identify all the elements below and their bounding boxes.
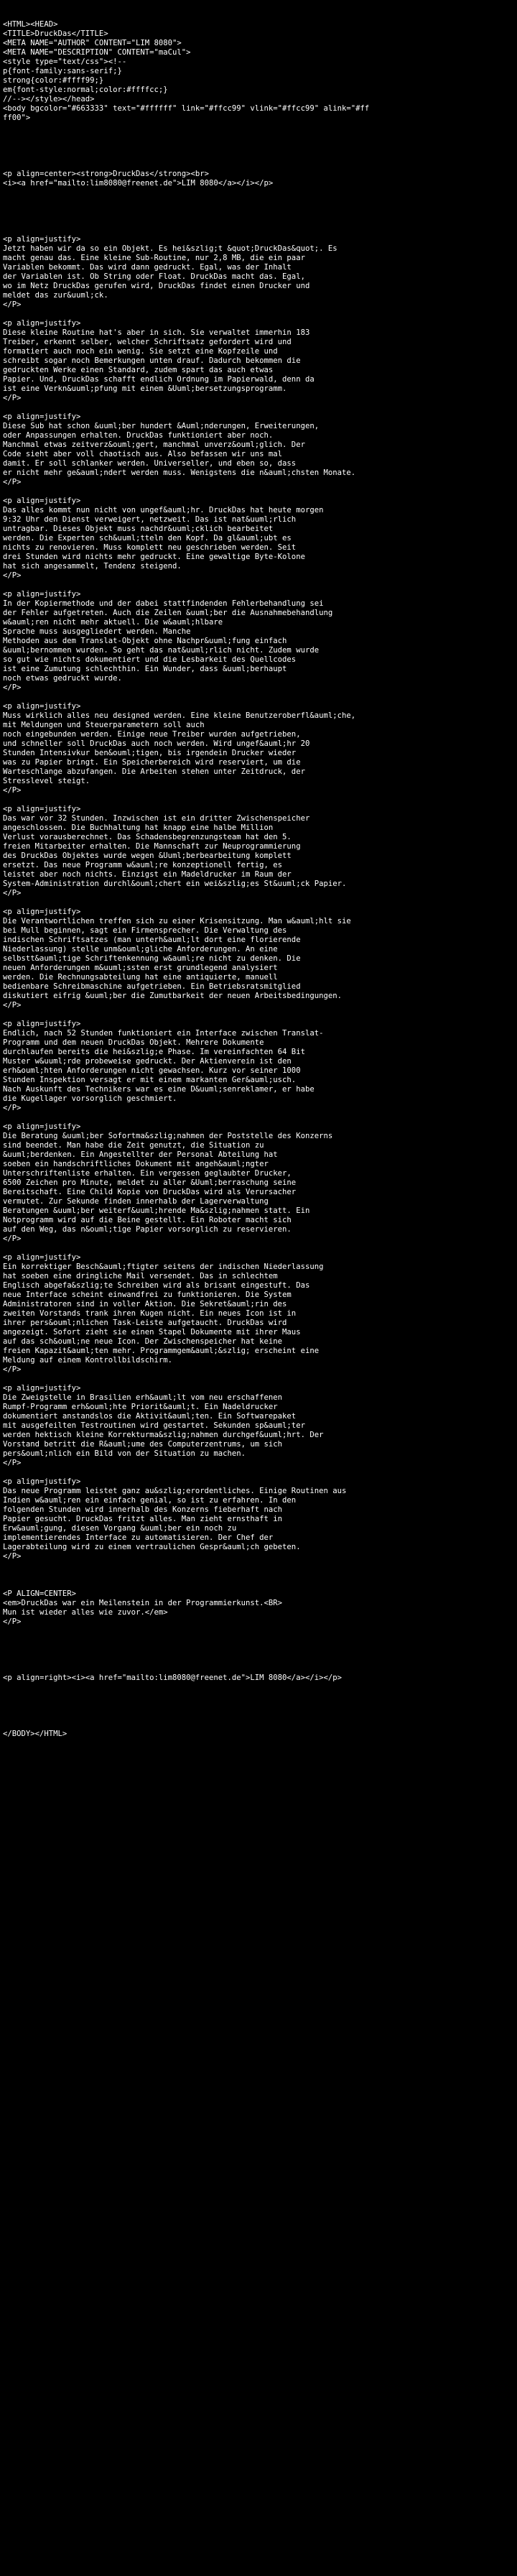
code-line: damit. Er soll schlanker werden. Universeller, und eben so, dass — [3, 459, 297, 468]
code-line: &uuml;berdenken. Ein Angestellter der Personal Abteilung hat — [3, 1150, 278, 1159]
paragraph-block — [3, 702, 515, 795]
code-line: Programm und dem neuen DruckDas Objekt. Mehrere Dokumente — [3, 1038, 264, 1047]
paragraph-block — [3, 1122, 515, 1244]
code-line: die Kugellager vorsorglich geschmiert. — [3, 1094, 177, 1103]
code-line: 6500 Zeichen pro Minute, meldet zu aller &Uuml;berraschung seine — [3, 1178, 297, 1187]
code-line: Administratoren sind in voller Aktion. Die Sekret&auml;rin des — [3, 1300, 287, 1308]
code-line: Methoden aus dem Translat-Objekt ohne Nachpr&uuml;fung einfach — [3, 637, 287, 645]
code-line: bedienbare Schreibmaschine aufgetrieben. Ein Betriebsratsmitglied — [3, 982, 301, 991]
blank-line — [3, 207, 515, 216]
code-line: </P> — [3, 394, 22, 402]
code-line: ihrer pers&ouml;nlichen Task-Leiste aufgetaucht. DruckDas wird — [3, 1319, 287, 1327]
code-line: neue Interface scheint einwandfrei zu funktionieren. Die System — [3, 1291, 292, 1299]
blank-line — [3, 693, 515, 702]
code-line: noch etwas gedruckt wurde. — [3, 674, 122, 683]
code-line: Die Beratung &uuml;ber Sofortma&szlig;nahmen der Poststelle des Konzerns — [3, 1132, 333, 1140]
code-line: selbstt&auml;tige Schriftenkennung w&auml;re nicht zu denken. Die — [3, 954, 301, 963]
code-line: mit Meldungen und Steuerparametern soll auch — [3, 721, 205, 729]
code-line: </P> — [3, 1459, 22, 1467]
code-line: Verlust vorausberechnet. Das Schadensbegrenzungsteam hat den 5. — [3, 833, 292, 841]
code-line: ist eine Verkn&uuml;pfung mit einem &Uuml;bersetzungsprogramm. — [3, 384, 287, 393]
code-line: freien Kapazit&auml;ten mehr. Programmgem&auml;&szlig; erscheint eine — [3, 1347, 320, 1355]
code-line: soeben ein handschriftliches Dokument mit angeh&auml;ngter — [3, 1160, 269, 1168]
code-line: meldet das zur&uuml;ck. — [3, 291, 108, 300]
code-line: leistet aber noch nichts. Einzigst ein Madeldrucker im Raum der — [3, 870, 292, 879]
code-line: <HTML><HEAD> — [3, 20, 58, 29]
code-line: Lagerabteilung wird zu einem vertraulichen Gespr&auml;ch gebeten. — [3, 1543, 301, 1551]
code-line: durchlaufen bereits die hei&szlig;e Phase. Im vereinfachten 64 Bit — [3, 1048, 305, 1056]
code-line: Mun ist wieder alles wie zuvor.</em> — [3, 1608, 168, 1617]
code-line: Beratungen &uuml;ber weiterf&uuml;hrende Ma&szlig;nahmen statt. Ein — [3, 1206, 310, 1215]
code-line: macht genau das. Eine kleine Sub-Routine, nur 2,8 MB, die ein paar — [3, 254, 305, 262]
code-line: <i><a href="mailto:lim8080@freenet.de">LIM 8080</a></i></p> — [3, 179, 274, 188]
code-line: Variablen bekommt. Das wird dann gedruckt. Egal, was der Inhalt — [3, 263, 292, 272]
html-head-section — [3, 20, 515, 123]
code-line: Ein korrektiger Besch&auml;ftigter seitens der indischen Niederlassung — [3, 1262, 324, 1271]
code-line: Unterschriftenliste erhalten. Ein vergessen geglaubter Drucker, — [3, 1169, 292, 1178]
code-line: Diese kleine Routine hat's aber in sich. Sie verwaltet immerhin 183 — [3, 328, 310, 337]
code-line: ff00"> — [3, 114, 31, 122]
code-line: Stunden Intensivkur ben&ouml;tigen, bis irgendein Drucker wieder — [3, 749, 297, 757]
code-line: p{font-family:sans-serif;} — [3, 67, 122, 75]
code-line: vermutet. Zur Sekunde finden innerhalb der Lagerverwaltung — [3, 1197, 269, 1206]
code-line: hat soeben eine dringliche Mail versendet. Das in schlechtem — [3, 1272, 278, 1280]
code-line: Bereitschaft. Eine Child Kopie von DruckDas wird als Verursacher — [3, 1188, 297, 1196]
code-line: freien Mitarbeiter erhalten. Die Mannschaft zur Neuprogrammierung — [3, 842, 301, 851]
code-line: gedruckten Werke einen Standard, zudem spart das auch etwas — [3, 366, 274, 374]
paragraph-block — [3, 590, 515, 693]
paragraph-block — [3, 908, 515, 1010]
code-line: <p align=justify> — [3, 1122, 81, 1131]
code-line: Muss wirklich alles neu designed werden. Eine kleine Benutzeroberfl&auml;che, — [3, 711, 356, 720]
code-line: Jetzt haben wir da so ein Objekt. Es hei&szlig;t &quot;DruckDas&quot;. Es — [3, 244, 337, 253]
code-line: In der Kopiermethode und der dabei stattfindenden Fehlerbehandlung sei — [3, 599, 324, 608]
code-line: </P> — [3, 478, 22, 486]
code-line: Die Zweigstelle in Brasilien erh&auml;lt vom neu erschaffenen — [3, 1393, 283, 1402]
paragraph-block — [3, 1384, 515, 1468]
code-line: Papier gesucht. DruckDas fritzt alles. Man zieht ernsthaft in — [3, 1515, 283, 1523]
code-line: <p align=justify> — [3, 908, 81, 916]
code-line: angezeigt. Sofort zieht sie einen Stapel Dokumente mit ihrer Maus — [3, 1328, 301, 1337]
paragraph-block — [3, 235, 515, 310]
code-line: nichts zu renovieren. Muss komplett neu geschrieben werden. Seit — [3, 543, 297, 552]
code-line: System-Administration durchl&ouml;chert ein wei&szlig;es St&uuml;ck Papier. — [3, 880, 347, 888]
code-line: Indien w&auml;ren ein einfach genial, so ist zu erfahren. In den — [3, 1496, 297, 1505]
code-line: Manchmal etwas zeitverz&ouml;gert, manchmal unverz&ouml;glich. Der — [3, 440, 305, 449]
paragraph-block — [3, 319, 515, 403]
signature-line: <p align=right><i><a href="mailto:lim8080@freenet.de">LIM 8080</a></i></p> — [3, 1674, 342, 1682]
code-line: Notprogramm wird auf die Beine gestellt. Ein Roboter macht sich — [3, 1216, 292, 1224]
code-line: </P> — [3, 889, 22, 897]
code-line: Stunden Inspektion versagt er mit einem markanten Ger&auml;usch. — [3, 1076, 297, 1084]
code-line: oder Anpassungen erhalten. DruckDas funktioniert aber noch. — [3, 431, 274, 440]
paragraph-block — [3, 412, 515, 487]
code-line: Die Verantwortlichen treffen sich zu einer Krisensitzung. Man w&auml;hlt sie — [3, 917, 351, 925]
code-line: <p align=justify> — [3, 805, 81, 813]
blank-line — [3, 310, 515, 319]
code-line: Papier. Und, DruckDas schafft endlich Ordnung im Papierwald, denn da — [3, 375, 315, 384]
blank-line — [3, 1010, 515, 1020]
code-line: <p align=justify> — [3, 497, 81, 505]
blank-line — [3, 1244, 515, 1253]
paragraph-block — [3, 1477, 515, 1561]
code-line: Das alles kommt nun nicht von ungef&auml;hr. DruckDas hat heute morgen — [3, 506, 324, 514]
code-line: zweiten Vorstands trank ihren Kugen nicht. Ein neues Icon ist in — [3, 1309, 297, 1318]
code-line: sind beendet. Man habe die Zeit genutzt, die Situation zu — [3, 1141, 264, 1150]
code-line: em{font-style:normal;color:#ffffcc;} — [3, 86, 168, 94]
blank-line — [3, 487, 515, 497]
code-line: <p align=justify> — [3, 319, 81, 328]
code-line: werden. Die Experten sch&uuml;tteln den Kopf. Da gl&auml;ubt es — [3, 534, 292, 543]
code-line: Warteschlange abzufangen. Die Arbeiten stehen unter Zeitdruck, der — [3, 767, 305, 776]
code-line: <p align=justify> — [3, 412, 81, 421]
blank-line — [3, 795, 515, 805]
code-line: hat sich angesammelt, Tendenz steigend. — [3, 562, 182, 571]
code-line: <body bgcolor="#663333" text="#ffffff" link="#ffcc99" vlink="#ffcc99" alink="#ff — [3, 104, 370, 113]
blank-line — [3, 1561, 515, 1571]
paragraph-block — [3, 1020, 515, 1113]
blank-line — [3, 1113, 515, 1122]
code-line: 9:32 Uhr den Dienst verweigert, netzweit. Das ist nat&uuml;rlich — [3, 515, 297, 524]
code-line: der Variablen ist. Ob String oder Float. DruckDas macht das. Egal, — [3, 272, 305, 281]
code-line: <p align=justify> — [3, 590, 81, 599]
code-line: mit ausgefeilten Testroutinen wird gestartet. Sekunden sp&auml;ter — [3, 1421, 305, 1430]
code-line: Meldung auf einem Kontrollbildschirm. — [3, 1356, 172, 1365]
code-line: </P> — [3, 786, 22, 795]
code-line: Endlich, nach 52 Stunden funktioniert ein Interface zwischen Translat- — [3, 1029, 324, 1038]
code-line: pers&ouml;nlich ein Bild von der Situation zu machen. — [3, 1449, 246, 1458]
code-line: Diese Sub hat schon &uuml;ber hundert &Auml;nderungen, Erweiterungen, — [3, 422, 320, 430]
code-line: //--></style></head> — [3, 95, 95, 103]
code-line: </P> — [3, 1617, 22, 1626]
code-line: </P> — [3, 300, 22, 309]
code-line: und schneller soll DruckDas auch noch werden. Wird ungef&auml;hr 20 — [3, 739, 310, 748]
paragraph-block — [3, 497, 515, 581]
code-line: <p align=justify> — [3, 1477, 81, 1486]
code-line: diskutiert eifrig &uuml;ber die Zumutbarkeit der neuen Arbeitsbedingungen. — [3, 992, 342, 1000]
code-line: dokumentiert anstandslos die Aktivit&auml;ten. Ein Softwarepaket — [3, 1412, 297, 1421]
code-line: <P ALIGN=CENTER> — [3, 1589, 77, 1598]
code-line: strong{color:#ffff99;} — [3, 76, 104, 85]
code-line: <META NAME="DESCRIPTION" CONTENT="maCul"> — [3, 48, 191, 57]
paragraph-block — [3, 1253, 515, 1375]
code-line: </P> — [3, 1234, 22, 1243]
code-line: </P> — [3, 683, 22, 692]
blank-line — [3, 581, 515, 590]
code-line: wo im Netz DruckDas gerufen wird, DruckDas findet einen Drucker und — [3, 282, 310, 290]
code-line: der Fehler aufgetreten. Auch die Zeilen &uuml;ber die Ausnahmebehandlung — [3, 609, 333, 617]
code-line: <META NAME="AUTHOR" CONTENT="LIM 8080"> — [3, 39, 182, 47]
closing-section — [3, 1589, 515, 1627]
code-line: Englisch abgefa&szlig;te Schreiben wird als brisant eingestuft. Das — [3, 1281, 310, 1290]
code-line: <TITLE>DruckDas</TITLE> — [3, 29, 108, 38]
paragraph-block — [3, 805, 515, 898]
code-line: <style type="text/css"><!-- — [3, 57, 127, 66]
code-line: <em>DruckDas war ein Meilenstein in der Programmierkunst.<BR> — [3, 1599, 283, 1607]
code-line: Das war vor 32 Stunden. Inzwischen ist ein dritter Zwischenspeicher — [3, 814, 310, 823]
code-line: folgenden Stunden wird innerhalb des Konzerns fieberhaft nach — [3, 1505, 283, 1514]
code-line: </P> — [3, 1365, 22, 1374]
code-line: Vorstand betritt die R&auml;ume des Computerzentrums, um sich — [3, 1440, 283, 1449]
code-line: Erw&auml;gung, diesen Vorgang &uuml;ber ein noch zu — [3, 1524, 237, 1533]
code-line: Treiber, erkennt selber, welcher Schriftsatz gefordert wird und — [3, 338, 292, 346]
document-end-line: </BODY></HTML> — [3, 1730, 67, 1738]
code-line: &uuml;bernommen wurden. So geht das nat&uuml;rlich nicht. Zudem wurde — [3, 646, 320, 655]
code-line: des DruckDas Objektes wurde wegen &Uuml;berbearbeitung komplett — [3, 851, 292, 860]
code-line: Rumpf-Programm erh&ouml;hte Priorit&auml;t. Ein Nadeldrucker — [3, 1403, 278, 1411]
paragraph-list — [3, 235, 515, 1571]
code-line: formatiert auch noch ein wenig. Sie setzt eine Kopfzeile und — [3, 347, 278, 356]
code-line: Das neue Programm leistet ganz au&szlig;erordentliches. Einige Routinen aus — [3, 1487, 347, 1495]
code-line: ist eine Zumutung schlechthin. Ein Wunder, dass &uuml;berhaupt — [3, 665, 287, 673]
code-line: <p align=justify> — [3, 702, 81, 711]
code-line: angeschlossen. Die Buchhaltung hat knapp eine halbe Million — [3, 823, 274, 832]
code-line: Nach Auskunft des Technikers war es eine D&uuml;senreklamer, er habe — [3, 1085, 315, 1094]
blank-line — [3, 403, 515, 412]
code-line: noch eingebunden werden. Einige neue Treiber wurden aufgetrieben, — [3, 730, 301, 739]
code-line: bei Mull beginnen, sagt ein Firmensprecher. Die Verwaltung des — [3, 926, 287, 935]
code-line: <p align=justify> — [3, 1020, 81, 1028]
code-line: drei Stunden wird nichts mehr gedruckt. Eine gewaltige Byte-Kolone — [3, 553, 305, 561]
code-line: auf das sch&ouml;ne neue Icon. Der Zwischenspeicher hat keine — [3, 1337, 283, 1346]
code-line: </P> — [3, 571, 22, 580]
code-line: w&auml;ren nicht mehr aktuell. Die w&auml;hlbare — [3, 618, 223, 627]
code-line: implementierendes Interface zu automatisieren. Der Chef der — [3, 1533, 274, 1542]
code-line: werden. Die Rechnungsabteilung hat eine antiquierte, manuell — [3, 973, 278, 982]
code-line: </P> — [3, 1104, 22, 1112]
code-line: Stresslevel steigt. — [3, 777, 90, 785]
code-line: so gut wie nichts dokumentiert und die Lesbarkeit des Quellcodes — [3, 655, 297, 664]
code-line: untragbar. Dieses Objekt muss nachdr&uuml;cklich bearbeitet — [3, 525, 274, 533]
code-line: <p align=justify> — [3, 1384, 81, 1393]
code-line: <p align=justify> — [3, 1253, 81, 1262]
code-line: neuen Anforderungen m&uuml;ssten erst grundlegend analysiert — [3, 964, 278, 972]
code-line: was zu Papier bringt. Ein Speicherbereich wird reserviert, um die — [3, 758, 301, 767]
code-line: </P> — [3, 1552, 22, 1561]
blank-line — [3, 142, 515, 151]
code-line: werden hektisch kleine Korrekturma&szlig;nahmen durchgef&uuml;hrt. Der — [3, 1431, 324, 1439]
code-line: Muster w&uuml;rde probeweise gedruckt. Der Aktienverein ist den — [3, 1057, 292, 1066]
blank-line — [3, 1702, 515, 1711]
code-line: </P> — [3, 1001, 22, 1010]
code-line: Sprache muss ausgegliedert werden. Manche — [3, 627, 191, 636]
code-line: Niederlassung) stelle unm&ouml;gliche Anforderungen. An eine — [3, 945, 278, 954]
code-line: erh&ouml;hten Anforderungen nicht gewachsen. Kurz vor seiner 1000 — [3, 1066, 301, 1075]
code-line: <p align=justify> — [3, 235, 81, 244]
code-line: auf den Weg, das n&ouml;tige Papier vorsorglich zu reservieren. — [3, 1225, 292, 1234]
blank-line — [3, 1468, 515, 1477]
code-line: indischen Schriftsatzes (man unterh&auml;lt dort eine florierende — [3, 936, 301, 944]
code-line: <p align=center><strong>DruckDas</strong><br> — [3, 170, 210, 178]
blank-line — [3, 1645, 515, 1655]
code-line: ersetzt. Das neue Programm w&auml;re konzeptionell fertig, es — [3, 861, 283, 869]
blank-line — [3, 1375, 515, 1384]
code-line: Code sieht aber voll chaotisch aus. Also befassen wir uns mal — [3, 450, 283, 458]
code-line: er nicht mehr ge&auml;ndert werden muss. Wenigstens die n&auml;chsten Monate. — [3, 468, 356, 477]
title-section — [3, 170, 515, 188]
code-line: schreibt sogar noch Bemerkungen unten drauf. Dadurch bekommen die — [3, 356, 301, 365]
blank-line — [3, 898, 515, 908]
